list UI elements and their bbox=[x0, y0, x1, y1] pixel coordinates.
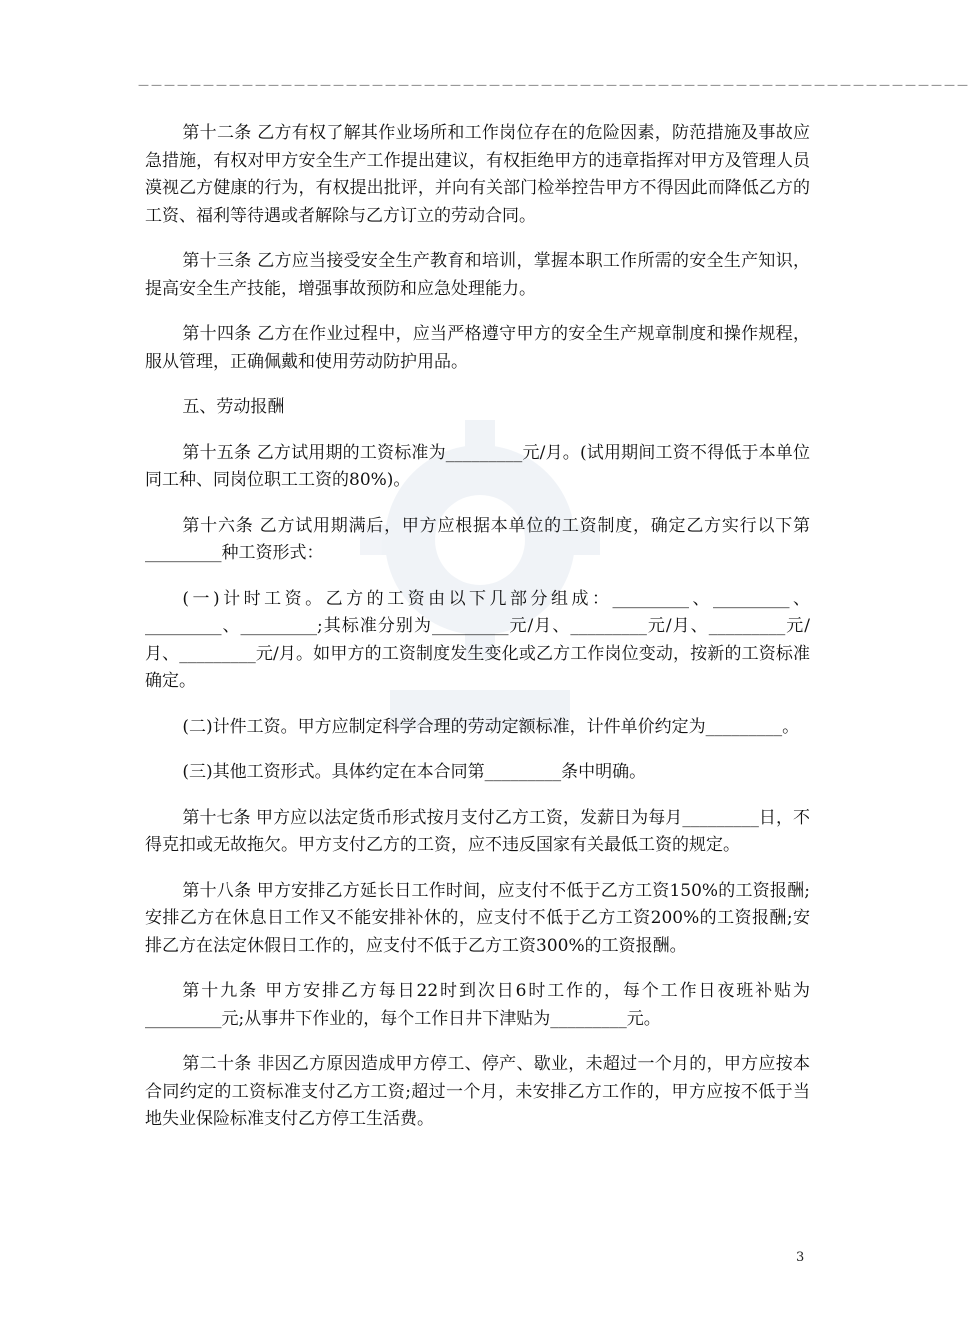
clause-16-item-1: (一)计时工资。乙方的工资由以下几部分组成：_________、_________、_________、_________;其标准分别为_________元/月、_________元/月、_________元/月、_________元/月。如甲方的工资制度发生变化或乙方工作岗位变动，按新的工资标准确定。 bbox=[145, 588, 810, 691]
clause-16-item-3: (三)其他工资形式。具体约定在本合同第_________条中明确。 bbox=[182, 762, 647, 782]
clause-20: 第二十条 非因乙方原因造成甲方停工、停产、歇业，未超过一个月的，甲方应按本合同约定的工资标准支付乙方工资;超过一个月，未安排乙方工作的，甲方应按不低于当地失业保险标准支付乙方停工生活费。 bbox=[145, 1054, 810, 1129]
clause-16: 第十六条 乙方试用期满后，甲方应根据本单位的工资制度，确定乙方实行以下第_________种工资形式： bbox=[145, 515, 810, 563]
section-heading-labor-pay: 五、劳动报酬 bbox=[182, 397, 285, 417]
clause-18: 第十八条 甲方安排乙方延长日工作时间，应支付不低于乙方工资150%的工资报酬;安排乙方在休息日工作又不能安排补休的，应支付不低于乙方工资200%的工资报酬;安排乙方在法定休假日工作的，应支付不低于乙方工资300%的工资报酬。 bbox=[145, 880, 810, 956]
clause-16-item-2: (二)计件工资。甲方应制定科学合理的劳动定额标准，计件单价约定为_________。 bbox=[182, 716, 800, 737]
clause-12: 第十二条 乙方有权了解其作业场所和工作岗位存在的危险因素，防范措施及事故应急措施，有权对甲方安全生产工作提出建议，有权拒绝甲方的违章指挥对甲方及管理人员漠视乙方健康的行为，有权提出批评，并向有关部门检举控告甲方不得因此而降低乙方的工资、福利等待遇或者解除与乙方订立的劳动合同。 bbox=[145, 123, 810, 226]
clause-14: 第十四条 乙方在作业过程中，应当严格遵守甲方的安全生产规章制度和操作规程，服从管理，正确佩戴和使用劳动防护用品。 bbox=[145, 324, 810, 372]
clause-13: 第十三条 乙方应当接受安全生产教育和培训，掌握本职工作所需的安全生产知识，提高安全生产技能，增强事故预防和应急处理能力。 bbox=[145, 251, 810, 299]
clause-15: 第十五条 乙方试用期的工资标准为_________元/月。(试用期间工资不得低于本单位同工种、同岗位职工工资的80%)。 bbox=[145, 442, 810, 490]
clause-17: 第十七条 甲方应以法定货币形式按月支付乙方工资，发薪日为每月_________日，不得克扣或无故拖欠。甲方支付乙方的工资，应不违反国家有关最低工资的规定。 bbox=[145, 807, 810, 855]
clause-19: 第十九条 甲方安排乙方每日22时到次日6时工作的，每个工作日夜班补贴为_________元;从事井下作业的，每个工作日井下津贴为_________元。 bbox=[145, 981, 810, 1029]
page-number: 3 bbox=[796, 1250, 805, 1265]
header-dashed-rule: －－－－－－－－－－－－－－－－－－－－－－－－－－－－－－－－－－－－－－－－－－－－－－－－－－－－－－－－－－－－－－－－ bbox=[137, 79, 969, 94]
document-body bbox=[145, 120, 810, 1152]
